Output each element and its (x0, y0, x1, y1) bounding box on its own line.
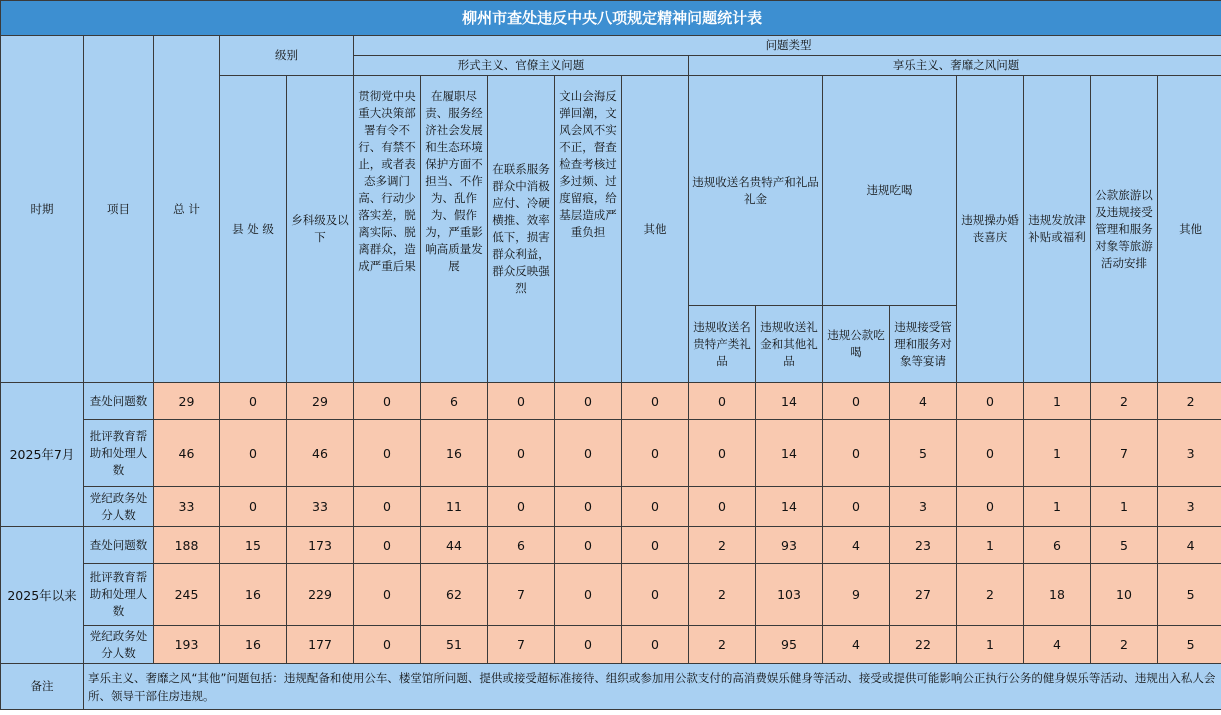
data-cell: 103 (756, 564, 823, 626)
data-cell: 2 (689, 527, 756, 564)
data-cell: 51 (421, 626, 488, 664)
header-level: 级别 (220, 36, 354, 76)
header-hedonism-other: 其他 (1158, 76, 1221, 383)
data-cell: 173 (287, 527, 354, 564)
table-row (1, 527, 1221, 564)
table-row (1, 487, 1221, 527)
data-cell: 0 (488, 383, 555, 420)
table-title: 柳州市查处违反中央八项规定精神问题统计表 (1, 1, 1221, 36)
data-cell: 0 (220, 383, 287, 420)
data-cell: 14 (756, 487, 823, 527)
data-cell: 0 (622, 564, 689, 626)
table-row (1, 626, 1221, 664)
data-cell: 4 (823, 527, 890, 564)
data-cell: 14 (756, 420, 823, 487)
data-cell: 46 (287, 420, 354, 487)
data-cell: 188 (154, 527, 220, 564)
data-cell: 7 (488, 626, 555, 664)
data-cell: 5 (1091, 527, 1158, 564)
data-cell: 10 (1091, 564, 1158, 626)
data-cell: 5 (1158, 626, 1221, 664)
data-cell: 3 (1158, 420, 1221, 487)
data-cell: 7 (488, 564, 555, 626)
data-cell: 6 (421, 383, 488, 420)
table-row (1, 383, 1221, 420)
row-item-label: 党纪政务处分人数 (84, 487, 154, 527)
data-cell: 0 (354, 383, 421, 420)
header-dining-public: 违规公款吃喝 (823, 306, 890, 383)
data-cell: 0 (622, 626, 689, 664)
data-cell: 29 (287, 383, 354, 420)
data-cell: 0 (354, 487, 421, 527)
data-cell: 14 (756, 383, 823, 420)
data-cell: 0 (555, 487, 622, 527)
header-level-township: 乡科级及以下 (287, 76, 354, 383)
data-cell: 3 (1158, 487, 1221, 527)
table-row (1, 420, 1221, 487)
data-cell: 16 (220, 564, 287, 626)
header-formalism-other: 其他 (622, 76, 689, 383)
data-cell: 0 (689, 420, 756, 487)
row-item-label: 查处问题数 (84, 383, 154, 420)
data-cell: 0 (957, 487, 1024, 527)
header-formalism-1: 贯彻党中央重大决策部署有令不行、有禁不止，或者表态多调门高、行动少落实差，脱离实际、脱离群众，造成严重后果 (354, 76, 421, 383)
header-formalism-group: 形式主义、官僚主义问题 (354, 56, 689, 76)
data-cell: 46 (154, 420, 220, 487)
data-cell: 4 (890, 383, 957, 420)
data-cell: 4 (1024, 626, 1091, 664)
header-item: 项目 (84, 36, 154, 383)
data-cell: 1 (1024, 487, 1091, 527)
data-cell: 23 (890, 527, 957, 564)
data-cell: 2 (689, 626, 756, 664)
header-total: 总 计 (154, 36, 220, 383)
data-cell: 33 (154, 487, 220, 527)
data-cell: 2 (957, 564, 1024, 626)
data-cell: 1 (1024, 383, 1091, 420)
header-level-county: 县 处 级 (220, 76, 287, 383)
row-item-label: 批评教育帮助和处理人数 (84, 564, 154, 626)
data-cell: 0 (488, 487, 555, 527)
data-cell: 5 (1158, 564, 1221, 626)
header-formalism-3: 在联系服务群众中消极应付、冷硬横推、效率低下，损害群众利益，群众反映强烈 (488, 76, 555, 383)
table-row (1, 564, 1221, 626)
data-cell: 2 (1091, 626, 1158, 664)
data-cell: 0 (957, 383, 1024, 420)
data-cell: 2 (1158, 383, 1221, 420)
data-cell: 1 (1091, 487, 1158, 527)
data-cell: 0 (689, 487, 756, 527)
header-gifts: 违规收送名贵特产和礼品礼金 (689, 76, 823, 306)
data-cell: 0 (823, 420, 890, 487)
data-cell: 16 (421, 420, 488, 487)
header-hedonism-group: 享乐主义、奢靡之风问题 (689, 56, 1221, 76)
data-cell: 18 (1024, 564, 1091, 626)
data-cell: 193 (154, 626, 220, 664)
data-cell: 0 (823, 487, 890, 527)
data-cell: 229 (287, 564, 354, 626)
data-cell: 0 (354, 564, 421, 626)
header-subsidy: 违规发放津补贴或福利 (1024, 76, 1091, 383)
row-item-label: 查处问题数 (84, 527, 154, 564)
data-cell: 62 (421, 564, 488, 626)
data-cell: 11 (421, 487, 488, 527)
data-cell: 15 (220, 527, 287, 564)
data-cell: 0 (488, 420, 555, 487)
note-label: 备注 (1, 664, 84, 710)
header-period: 时期 (1, 36, 84, 383)
data-cell: 0 (957, 420, 1024, 487)
data-cell: 0 (689, 383, 756, 420)
data-cell: 0 (555, 564, 622, 626)
data-cell: 0 (622, 383, 689, 420)
header-problem-type: 问题类型 (354, 36, 1221, 56)
data-cell: 1 (957, 626, 1024, 664)
data-cell: 0 (220, 487, 287, 527)
data-cell: 22 (890, 626, 957, 664)
header-formalism-2: 在履职尽责、服务经济社会发展和生态环境保护方面不担当、不作为、乱作为、假作为，严重影响高质量发展 (421, 76, 488, 383)
header-gifts-specialty: 违规收送名贵特产类礼品 (689, 306, 756, 383)
data-cell: 27 (890, 564, 957, 626)
data-cell: 3 (890, 487, 957, 527)
data-cell: 1 (957, 527, 1024, 564)
header-gifts-money: 违规收送礼金和其他礼品 (756, 306, 823, 383)
header-travel: 公款旅游以及违规接受管理和服务对象等旅游活动安排 (1091, 76, 1158, 383)
note-text: 享乐主义、奢靡之风“其他”问题包括：违规配备和使用公车、楼堂馆所问题、提供或接受超标准接待、组织或参加用公款支付的高消费娱乐健身等活动、接受或提供可能影响公正执行公务的健身娱乐等活动、违规出入私人会所、领导干部住房违规。 (84, 664, 1221, 710)
data-cell: 0 (220, 420, 287, 487)
data-cell: 4 (823, 626, 890, 664)
data-cell: 2 (1091, 383, 1158, 420)
data-cell: 6 (488, 527, 555, 564)
row-item-label: 党纪政务处分人数 (84, 626, 154, 664)
data-cell: 6 (1024, 527, 1091, 564)
data-cell: 95 (756, 626, 823, 664)
data-cell: 0 (555, 383, 622, 420)
data-cell: 0 (354, 527, 421, 564)
data-cell: 29 (154, 383, 220, 420)
data-cell: 5 (890, 420, 957, 487)
data-cell: 0 (555, 626, 622, 664)
data-cell: 44 (421, 527, 488, 564)
data-cell: 0 (823, 383, 890, 420)
data-cell: 1 (1024, 420, 1091, 487)
data-cell: 0 (622, 420, 689, 487)
data-cell: 0 (354, 420, 421, 487)
header-dining-banquet: 违规接受管理和服务对象等宴请 (890, 306, 957, 383)
header-wedding: 违规操办婚丧喜庆 (957, 76, 1024, 383)
data-cell: 0 (555, 527, 622, 564)
data-cell: 9 (823, 564, 890, 626)
period-label: 2025年以来 (1, 527, 84, 664)
data-cell: 4 (1158, 527, 1221, 564)
data-cell: 16 (220, 626, 287, 664)
row-item-label: 批评教育帮助和处理人数 (84, 420, 154, 487)
data-cell: 177 (287, 626, 354, 664)
data-cell: 93 (756, 527, 823, 564)
header-dining: 违规吃喝 (823, 76, 957, 306)
period-label: 2025年7月 (1, 383, 84, 527)
data-cell: 0 (555, 420, 622, 487)
data-cell: 2 (689, 564, 756, 626)
data-cell: 245 (154, 564, 220, 626)
data-cell: 7 (1091, 420, 1158, 487)
data-cell: 0 (622, 527, 689, 564)
data-cell: 0 (622, 487, 689, 527)
data-cell: 0 (354, 626, 421, 664)
data-cell: 33 (287, 487, 354, 527)
header-formalism-4: 文山会海反弹回潮，文风会风不实不正，督查检查考核过多过频、过度留痕，给基层造成严重负担 (555, 76, 622, 383)
